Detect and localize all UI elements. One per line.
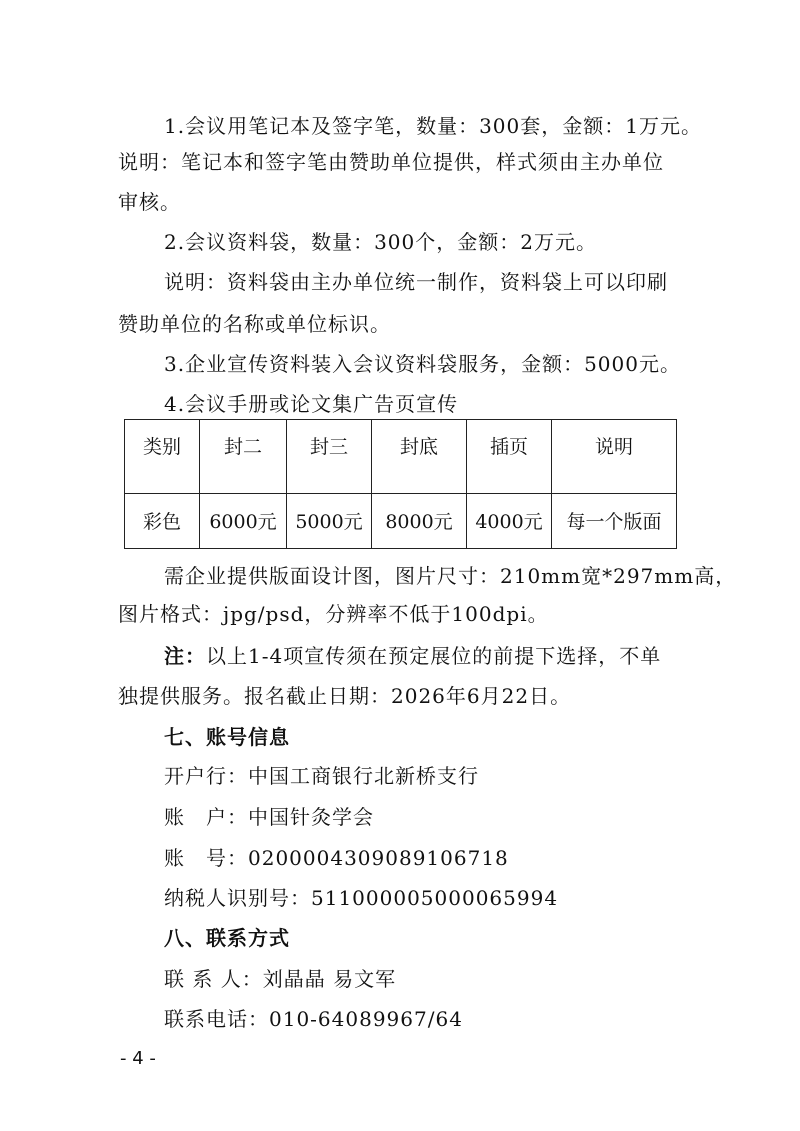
note-label: 注： xyxy=(164,644,206,668)
table-cell: 8000元 xyxy=(372,493,467,548)
item-1-line1: 1.会议用笔记本及签字笔，数量：300套，金额：1万元。 xyxy=(164,114,702,138)
item-2-note-line1: 说明：资料袋由主办单位统一制作，资料袋上可以印刷 xyxy=(164,270,668,294)
table-header-row xyxy=(125,420,677,494)
ad-pricing-table xyxy=(124,419,677,549)
table-header-cell: 封底 xyxy=(372,420,467,494)
page-number: - 4 - xyxy=(120,1048,156,1069)
table-row xyxy=(125,493,677,548)
item-1-line2: 说明：笔记本和签字笔由赞助单位提供，样式须由主办单位 xyxy=(118,150,664,174)
account-bank: 开户行：中国工商银行北新桥支行 xyxy=(164,764,479,788)
contact-person: 联 系 人：刘晶晶 易文军 xyxy=(164,967,397,991)
table-cell: 彩色 xyxy=(125,493,200,548)
requirements-line2: 图片格式：jpg/psd，分辨率不低于100dpi。 xyxy=(118,602,549,626)
item-2: 2.会议资料袋，数量：300个，金额：2万元。 xyxy=(164,230,597,254)
item-2-note-line2: 赞助单位的名称或单位标识。 xyxy=(118,312,391,336)
note-text: 以上1-4项宣传须在预定展位的前提下选择，不单 xyxy=(206,644,662,668)
table-header-cell: 插页 xyxy=(467,420,552,494)
item-1-line3: 审核。 xyxy=(118,190,181,214)
table-header-cell: 封三 xyxy=(287,420,372,494)
contact-phone: 联系电话：010-64089967/64 xyxy=(164,1007,463,1031)
table-header-cell: 说明 xyxy=(552,420,677,494)
account-tax-id: 纳税人识别号：511000005000065994 xyxy=(164,886,559,910)
table-cell: 6000元 xyxy=(200,493,287,548)
table-header-cell: 封二 xyxy=(200,420,287,494)
table-cell: 5000元 xyxy=(287,493,372,548)
account-name: 账 户：中国针灸学会 xyxy=(164,805,374,829)
table-cell: 4000元 xyxy=(467,493,552,548)
contact-heading: 八、联系方式 xyxy=(164,926,290,950)
account-number: 账 号：0200004309089106718 xyxy=(164,846,509,870)
item-4: 4.会议手册或论文集广告页宣传 xyxy=(164,392,459,416)
note-line1 xyxy=(164,644,661,668)
requirements-line1: 需企业提供版面设计图，图片尺寸：210mm宽*297mm高， xyxy=(164,564,737,588)
item-3: 3.企业宣传资料装入会议资料袋服务，金额：5000元。 xyxy=(164,352,681,376)
table-header-cell: 类别 xyxy=(125,420,200,494)
account-heading: 七、账号信息 xyxy=(164,725,290,749)
table-cell: 每一个版面 xyxy=(552,493,677,548)
note-line2: 独提供服务。报名截止日期：2026年6月22日。 xyxy=(118,684,572,708)
